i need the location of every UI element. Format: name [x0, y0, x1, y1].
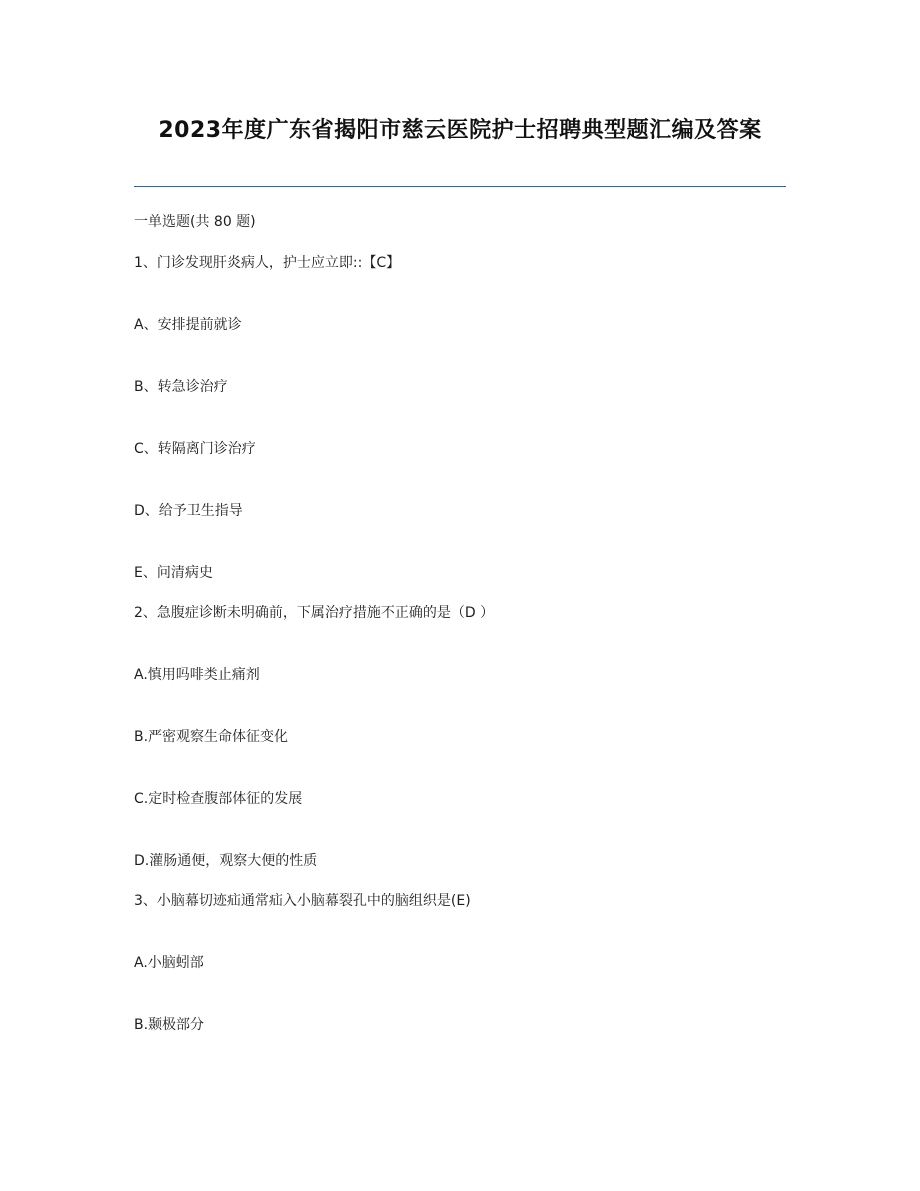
question-2: 2、急腹症诊断未明确前，下属治疗措施不正确的是（D ）	[134, 605, 495, 621]
question-1-option-d: D、给予卫生指导	[134, 503, 243, 519]
question-3-option-a: A.小脑蚓部	[134, 955, 204, 971]
question-1-option-a: A、安排提前就诊	[134, 317, 242, 333]
question-2-option-c: C.定时检查腹部体征的发展	[134, 791, 303, 807]
question-1-option-e: E、问清病史	[134, 565, 213, 581]
title-underline	[134, 186, 786, 187]
question-3-option-b: B.颞极部分	[134, 1017, 205, 1033]
question-1-option-c: C、转隔离门诊治疗	[134, 441, 256, 457]
section-heading: 一单选题(共 80 题)	[134, 214, 256, 230]
question-1-option-b: B、转急诊治疗	[134, 379, 228, 395]
document-title: 2023年度广东省揭阳市慈云医院护士招聘典型题汇编及答案	[158, 118, 762, 143]
question-1: 1、门诊发现肝炎病人，护士应立即::【C】	[134, 255, 401, 271]
question-2-option-b: B.严密观察生命体征变化	[134, 729, 289, 745]
question-2-option-d: D.灌肠通便，观察大便的性质	[134, 853, 318, 869]
question-3: 3、小脑幕切迹疝通常疝入小脑幕裂孔中的脑组织是(E)	[134, 893, 471, 909]
question-2-option-a: A.慎用吗啡类止痛剂	[134, 667, 260, 683]
